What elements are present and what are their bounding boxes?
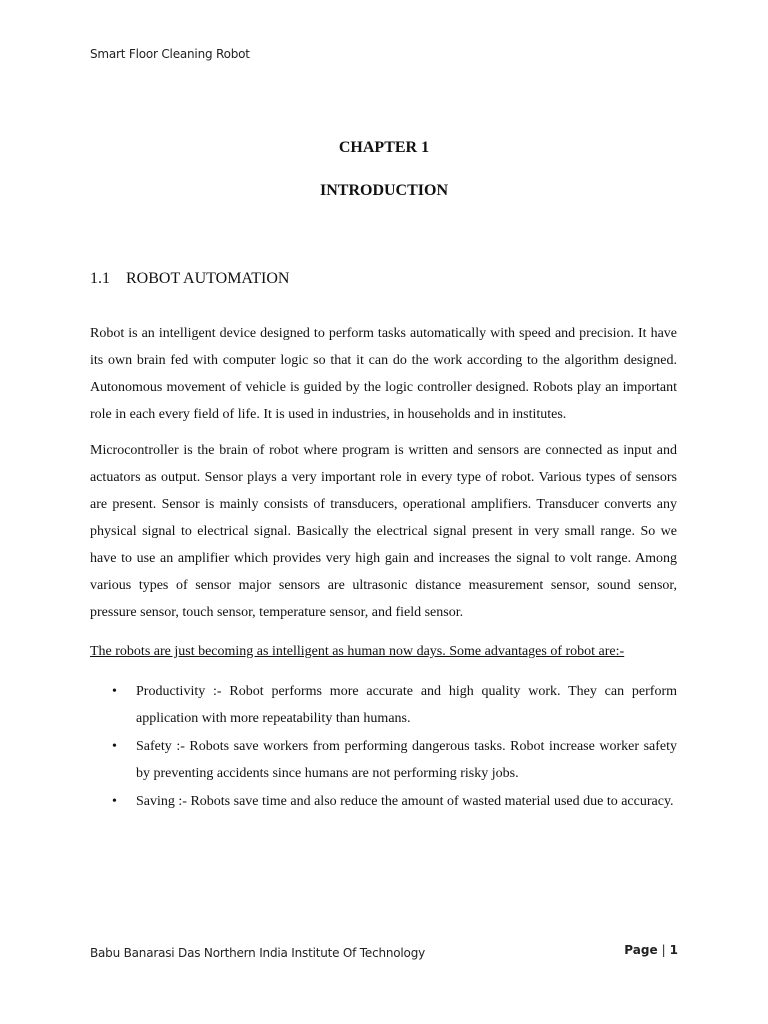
running-header: Smart Floor Cleaning Robot	[90, 47, 250, 61]
section-number: 1.1	[90, 270, 110, 287]
body-text	[90, 320, 677, 816]
paragraph: Robot is an intelligent device designed to perform tasks automatically with speed and precision. It have its own brain fed with computer logic so that it can do the work according to the algorithm designed. Autonomous movement of vehicle is guided by the logic controller designed. Robots play an important role in each every field of life. It is used in industries, in households and in institutes.	[90, 326, 677, 422]
bullet-icon: •	[112, 684, 117, 699]
footer-institute: Babu Banarasi Das Northern India Institute Of Technology	[90, 946, 426, 960]
list-item	[90, 733, 677, 787]
page-number-block	[624, 943, 678, 957]
page-separator: |	[661, 943, 666, 957]
list-item	[90, 788, 677, 815]
advantages-list	[90, 678, 677, 815]
list-item-text: Productivity :- Robot performs more accurate and high quality work. They can perform application with more repeatability than humans.	[136, 684, 677, 726]
page-label: Page	[624, 943, 658, 957]
list-item	[90, 678, 677, 732]
list-item-text: Safety :- Robots save workers from performing dangerous tasks. Robot increase worker safety by preventing accidents since humans are not performing risky jobs.	[136, 739, 677, 781]
paragraph: Microcontroller is the brain of robot where program is written and sensors are connected as input and actuators as output. Sensor plays a very important role in every type of robot. Various types of sensors are present. Sensor is mainly consists of transducers, operational amplifiers. Transducer converts any physical signal to electrical signal. Basically the electrical signal present in very small range. So we have to use an amplifier which provides very high gain and increases the signal to volt range. Among various types of sensor major sensors are ultrasonic distance measurement sensor, sound sensor, pressure sensor, touch sensor, temperature sensor, and field sensor.	[90, 443, 677, 620]
chapter-subtitle: INTRODUCTION	[319, 182, 448, 199]
bullet-icon: •	[112, 794, 117, 809]
section-title: ROBOT AUTOMATION	[126, 270, 290, 287]
section-heading	[90, 270, 289, 288]
advantages-intro: The robots are just becoming as intelligent as human now days. Some advantages of robot are:-	[90, 644, 625, 659]
chapter-title: CHAPTER 1	[338, 139, 430, 156]
page-number: 1	[669, 943, 678, 957]
bullet-icon: •	[112, 739, 117, 754]
list-item-text: Saving :- Robots save time and also reduce the amount of wasted material used due to accuracy.	[136, 794, 674, 809]
